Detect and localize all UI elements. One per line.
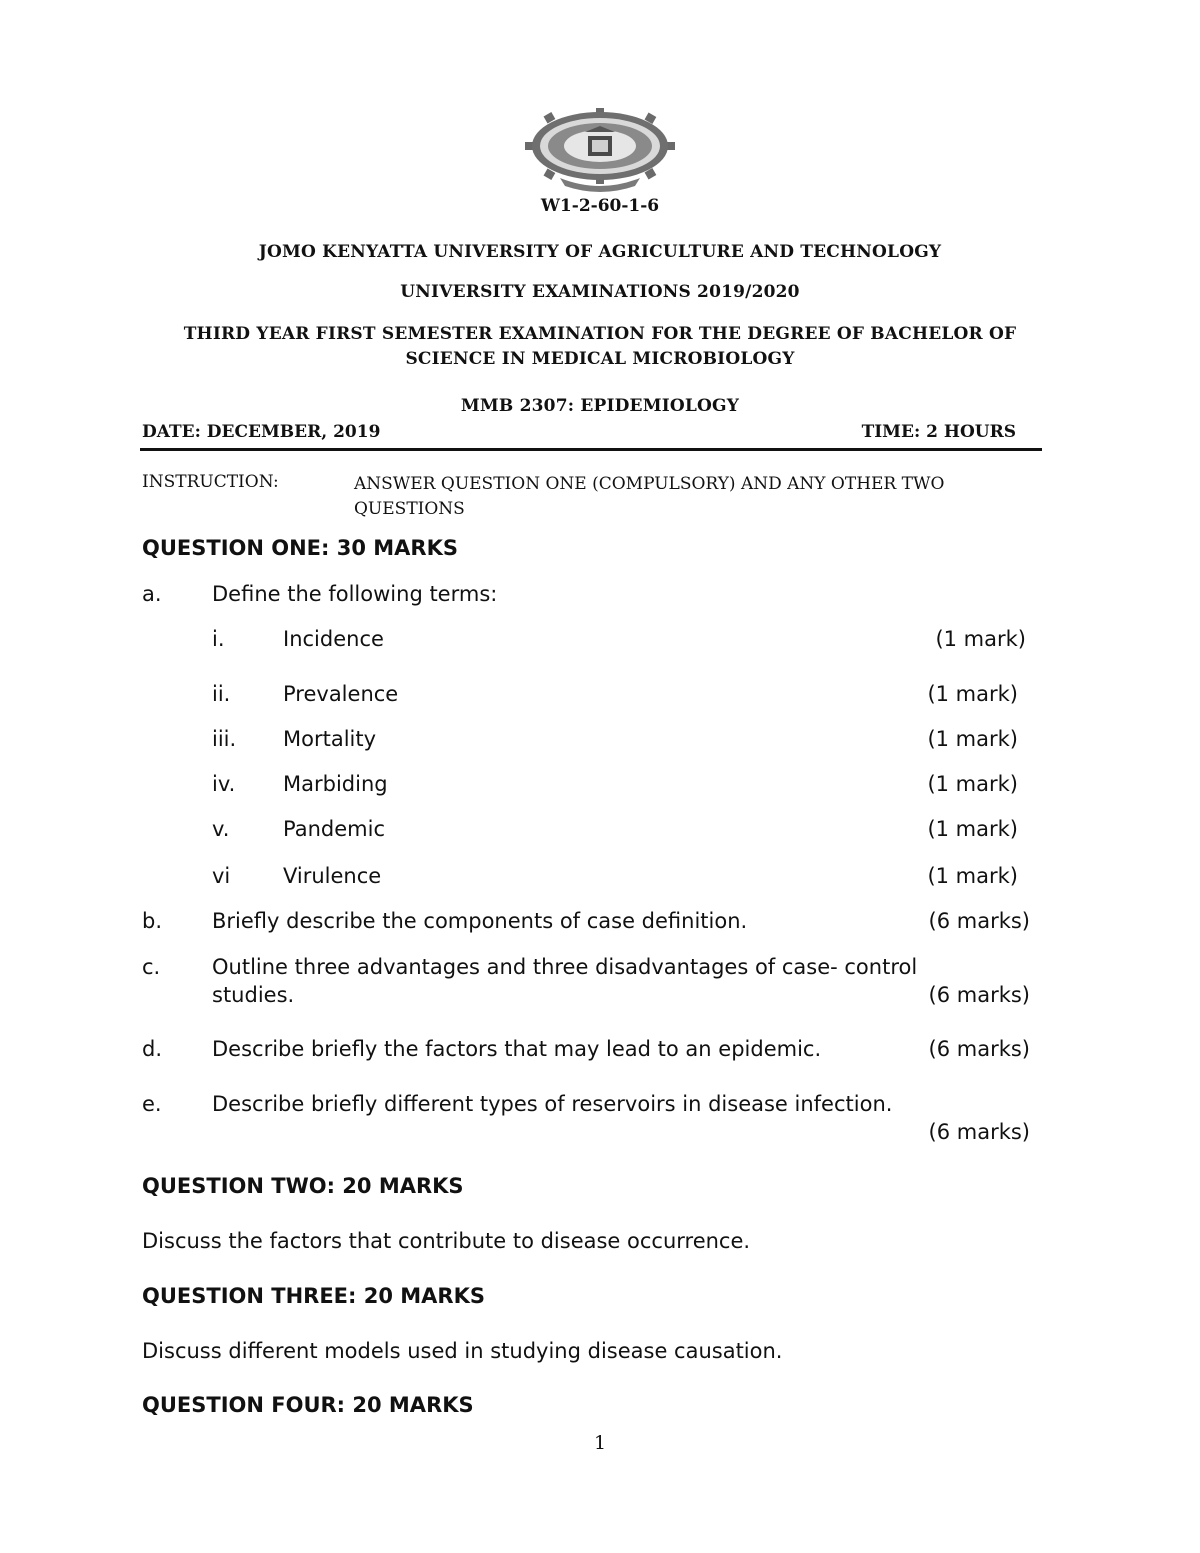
term-name: Marbiding	[283, 772, 388, 796]
q1-b-text: Briefly describe the components of case definition.	[212, 909, 748, 933]
q1-d-text: Describe briefly the factors that may lead to an epidemic.	[212, 1037, 822, 1061]
question-three-text: Discuss different models used in studying disease causation.	[142, 1339, 783, 1363]
degree-line-2: SCIENCE IN MEDICAL MICROBIOLOGY	[405, 349, 795, 369]
term-name: Mortality	[283, 727, 377, 751]
term-number: ii.	[212, 682, 231, 706]
university-seal-icon	[525, 108, 675, 192]
term-number: i.	[212, 627, 225, 651]
q1-e-mark: (6 marks)	[928, 1120, 1030, 1144]
q1-d-letter: d.	[142, 1037, 163, 1061]
instruction-text: ANSWER QUESTION ONE (COMPULSORY) AND ANY OTHER TWO QUESTIONS	[354, 474, 945, 519]
q1-c-mark: (6 marks)	[928, 983, 1030, 1007]
question-three-heading: QUESTION THREE: 20 MARKS	[142, 1284, 485, 1308]
exam-date: DATE: DECEMBER, 2019	[142, 422, 381, 442]
instruction-label: INSTRUCTION:	[142, 472, 279, 492]
term-name: Prevalence	[283, 682, 399, 706]
term-number: v.	[212, 817, 230, 841]
q1-d-mark: (6 marks)	[928, 1037, 1030, 1061]
term-mark: (1 mark)	[927, 772, 1018, 796]
term-name: Incidence	[283, 627, 384, 651]
question-one-heading: QUESTION ONE: 30 MARKS	[142, 536, 458, 560]
exam-title: UNIVERSITY EXAMINATIONS 2019/2020	[400, 282, 800, 302]
q1-e-letter: e.	[142, 1092, 162, 1116]
page-number: 1	[593, 1432, 607, 1454]
q1-c-letter: c.	[142, 955, 161, 979]
q1-c-text-line-1: Outline three advantages and three disadvantages of case- control	[212, 955, 918, 979]
term-mark: (1 mark)	[927, 682, 1018, 706]
question-two-text: Discuss the factors that contribute to disease occurrence.	[142, 1229, 751, 1253]
question-four-heading: QUESTION FOUR: 20 MARKS	[142, 1393, 474, 1417]
term-mark: (1 mark)	[935, 627, 1026, 651]
header-divider	[140, 448, 1042, 451]
course-title: MMB 2307: EPIDEMIOLOGY	[460, 396, 740, 416]
degree-line-1: THIRD YEAR FIRST SEMESTER EXAMINATION FOR THE DEGREE OF BACHELOR OF	[183, 324, 1017, 344]
exam-time: TIME: 2 HOURS	[861, 422, 1016, 442]
q1-e-text: Describe briefly different types of reservoirs in disease infection.	[212, 1092, 893, 1116]
exam-code: W1-2-60-1-6	[540, 196, 660, 216]
term-number: iii.	[212, 727, 237, 751]
question-two-heading: QUESTION TWO: 20 MARKS	[142, 1174, 464, 1198]
term-number: iv.	[212, 772, 236, 796]
term-mark: (1 mark)	[927, 727, 1018, 751]
term-mark: (1 mark)	[927, 817, 1018, 841]
term-name: Virulence	[283, 864, 382, 888]
q1-a-text: Define the following terms:	[212, 582, 498, 606]
q1-b-mark: (6 marks)	[928, 909, 1030, 933]
university-name: JOMO KENYATTA UNIVERSITY OF AGRICULTURE AND TECHNOLOGY	[258, 242, 942, 262]
q1-a-letter: a.	[142, 582, 162, 606]
term-number: vi	[212, 864, 231, 888]
term-mark: (1 mark)	[927, 864, 1018, 888]
q1-c-text-line-2: studies.	[212, 983, 295, 1007]
term-name: Pandemic	[283, 817, 385, 841]
q1-b-letter: b.	[142, 909, 163, 933]
